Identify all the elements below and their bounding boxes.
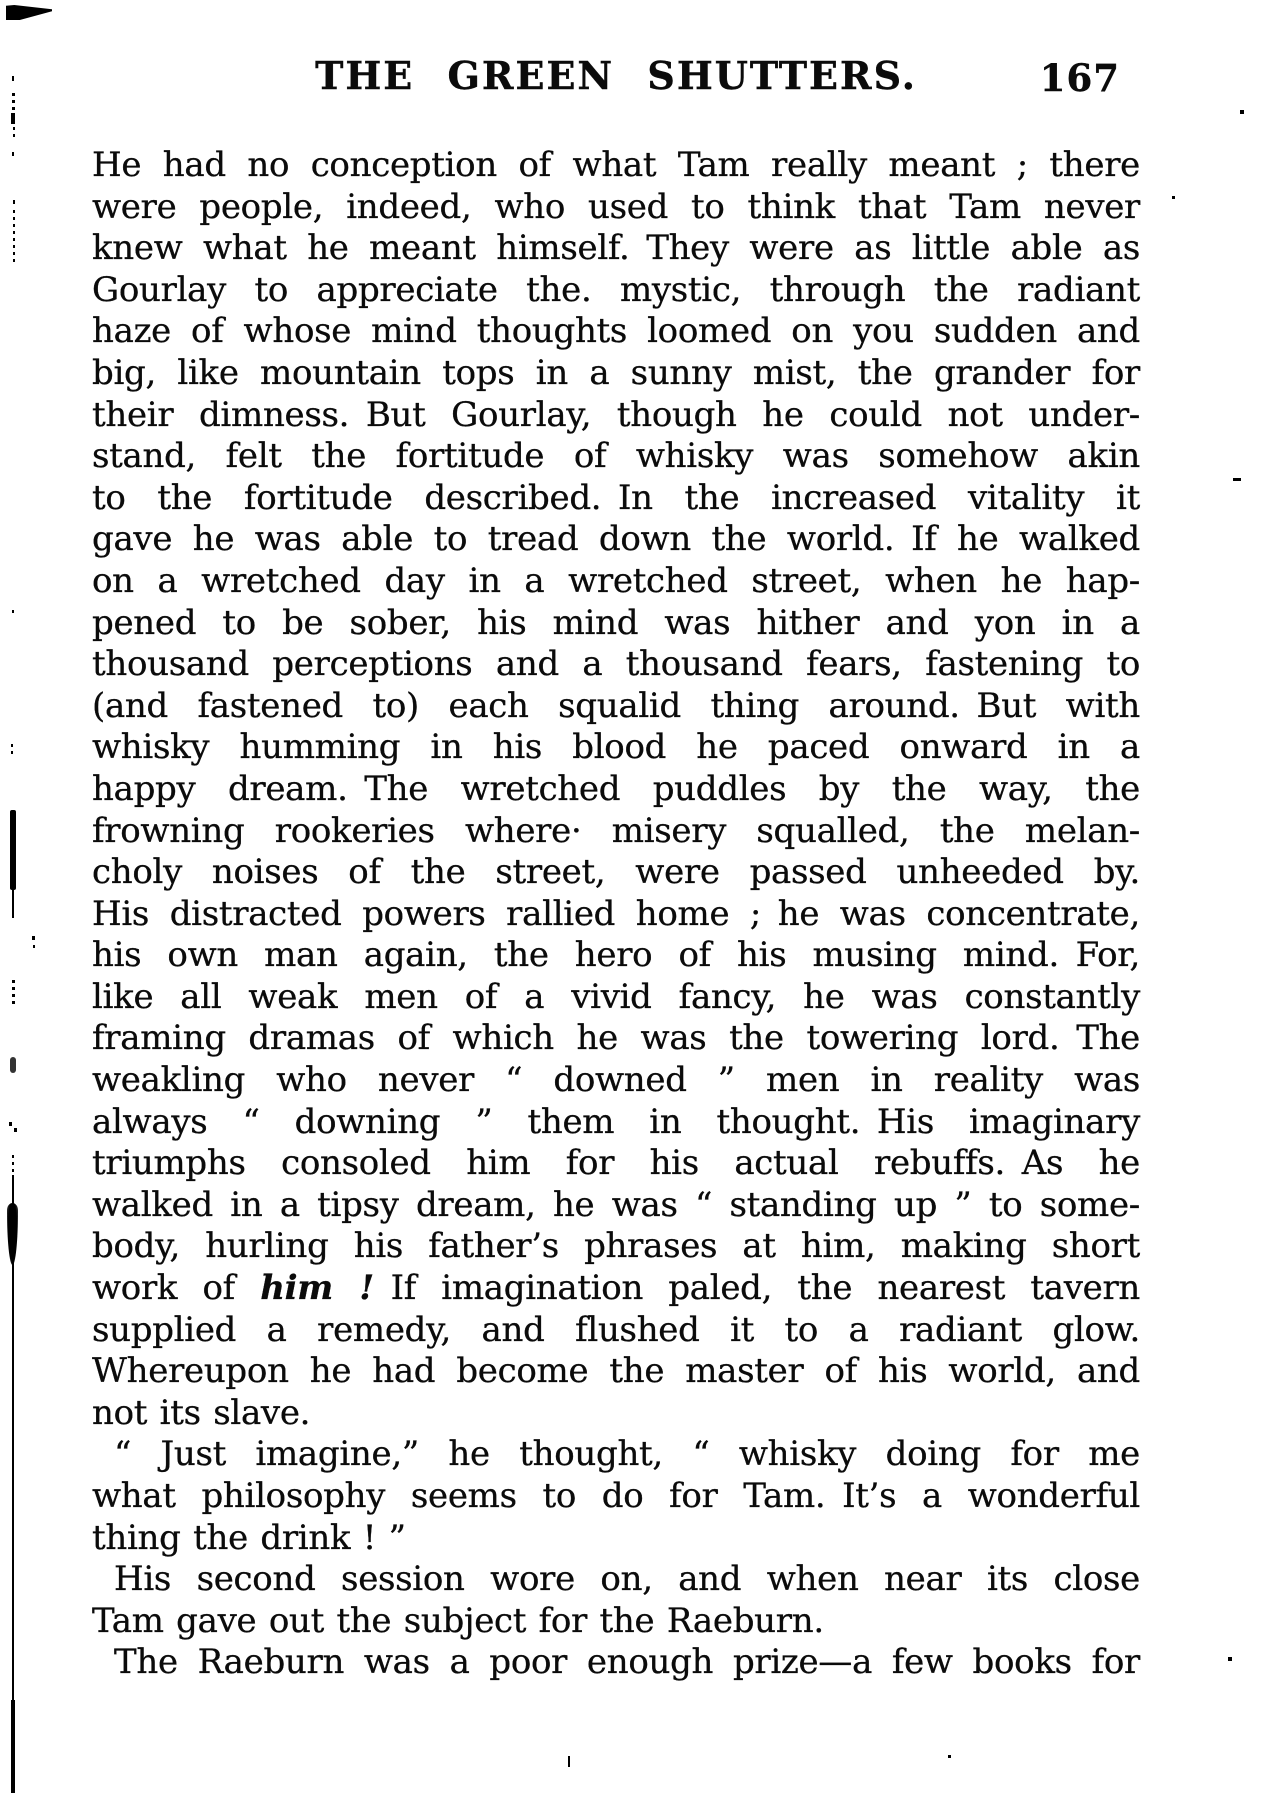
text-segment: work of [92,1268,261,1309]
scan-artifact [11,744,13,758]
italic-text: him ! [260,1268,374,1309]
text-line: choly noises of the street, were passed unheeded by. [92,852,1140,893]
scan-artifact [13,210,15,265]
text-line: pened to be sober, his mind was hither and yon in a [92,602,1140,643]
text-line: stand, felt the fortitude of whisky was somehow akin [92,436,1140,477]
scan-artifact [11,113,15,124]
text-line: like all weak men of a vivid fancy, he was constantly [92,976,1140,1017]
scan-artifact-corner-wedge [6,5,52,20]
page-number: 167 [1039,56,1120,100]
text-line: haze of whose mind thoughts loomed on you sudden and [92,311,1140,352]
text-line: “ Just imagine,” he thought, “ whisky doing for me [114,1434,1140,1475]
text-line: happy dream. The wretched puddles by the way, the [92,768,1140,809]
page-title: THE GREEN SHUTTERS. [315,53,917,98]
scan-artifact [13,200,15,204]
scan-artifact [32,936,35,940]
text-line: what philosophy seems to do for Tam. It’s a wonderful [92,1476,1140,1516]
scan-artifact [33,945,35,948]
text-segment: If imagination paled, the nearest tavern [373,1268,1141,1309]
text-line: big, like mountain tops in a sunny mist, the grander for [92,352,1140,393]
text-line: weakling who never “ downed ” men in reality was [92,1060,1140,1101]
text-line: framing dramas of which he was the towering lord. The [92,1018,1140,1059]
text-line: He had no conception of what Tam really meant ; there [92,145,1140,185]
text-line: to the fortitude described. In the increased vitality it [92,477,1140,518]
scan-artifact [12,980,15,1006]
scan-artifact [13,127,15,140]
scan-artifact [1228,1657,1232,1661]
scan-artifact [9,1122,12,1126]
text-line: thousand perceptions and a thousand fears, fastening to [92,644,1140,685]
text-line: The Raeburn was a poor enough prize—a few books for [114,1642,1140,1683]
body-text [92,145,1140,1684]
text-line: Whereupon he had become the master of his world, and [92,1351,1140,1392]
text-line: were people, indeed, who used to think that Tam never [92,186,1140,227]
text-line: always “ downing ” them in thought. His imaginary [92,1101,1140,1142]
scan-artifact [948,1755,951,1758]
text-line: Tam gave out the subject for the Raeburn. [92,1600,824,1641]
scan-artifact [10,1057,16,1073]
text-line: His second session wore on, and when near its close [114,1559,1140,1600]
scan-artifact [12,152,14,156]
text-line: (and fastened to) each squalid thing around. But with [92,685,1140,726]
text-line-with-italic [92,1268,1140,1310]
text-line: triumphs consoled him for his actual rebuffs. As he [92,1143,1140,1184]
text-line: his own man again, the hero of his musing mind. For, [92,935,1140,976]
text-line: not its slave. [92,1392,311,1433]
scan-artifact [568,1756,570,1767]
scan-artifact [1240,110,1244,114]
text-line: body, hurling his father’s phrases at him, making short [92,1226,1140,1267]
text-line: on a wretched day in a wretched street, when he hap- [92,560,1140,601]
scan-artifact [12,1155,14,1173]
scan-artifact [12,610,14,613]
scan-artifact [12,76,14,81]
text-line: knew what he meant himself. They were as little able as [92,228,1140,269]
text-line: supplied a remedy, and flushed it to a radiant glow. [92,1309,1140,1350]
text-line: His distracted powers rallied home ; he was concentrate, [92,893,1140,934]
scan-artifact [1172,196,1175,199]
text-line: gave he was able to tread down the world. If he walked [92,519,1140,560]
text-line: Gourlay to appreciate the. mystic, through the radiant [92,269,1140,310]
scan-artifact-thick-bar [10,810,16,890]
scan-artifact-gutter-line [11,1700,15,1793]
text-line: frowning rookeries where· misery squalled, the melan- [92,810,1140,851]
text-line: whisky humming in his blood he paced onward in a [92,727,1140,768]
scan-artifact [14,1128,17,1132]
text-line: walked in a tipsy dream, he was “ standing up ” to some- [92,1184,1140,1225]
running-head [92,52,1140,100]
text-line: thing the drink ! ” [92,1517,406,1558]
scan-artifact [1233,478,1241,481]
scan-artifact [12,888,14,918]
scan-artifact [12,93,15,111]
text-line: their dimness. But Gourlay, though he could not under- [92,394,1140,435]
